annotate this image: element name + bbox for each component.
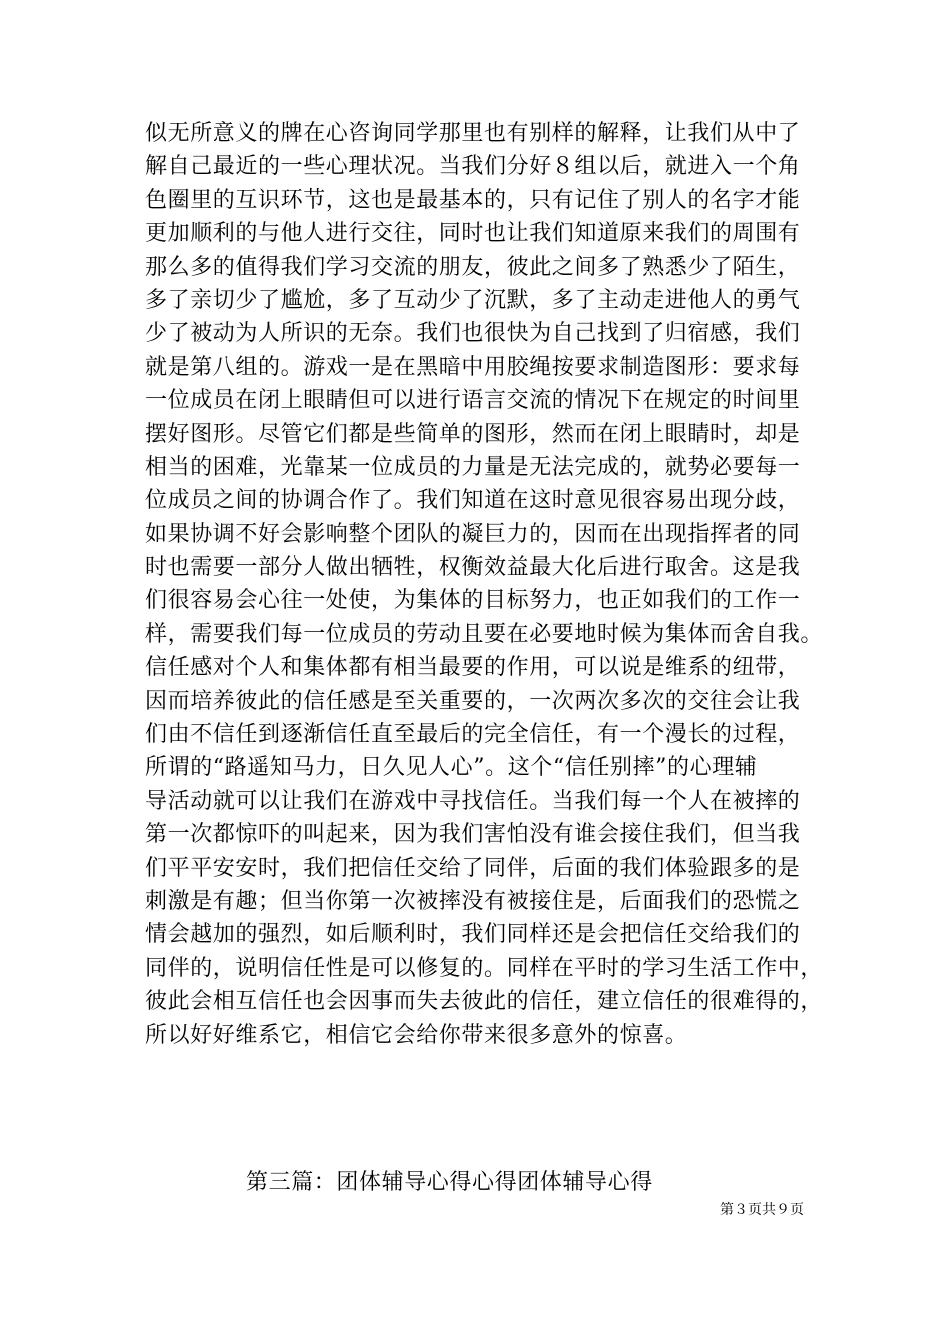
text-line: 似无所意义的牌在心咨询同学那里也有别样的解释，让我们从中了: [145, 121, 801, 146]
text-line: 多了亲切少了尴尬，多了互动少了沉默，多了主动走进他人的勇气: [145, 287, 801, 313]
text-line: 解自己最近的一些心理状况。当我们分好８组以后，就进入一个角: [145, 154, 801, 180]
text-line: 摆好图形。尽管它们都是些简单的图形，然而在闭上眼睛时，却是: [145, 421, 801, 447]
text-line: 色圈里的互识环节，这也是最基本的，只有记住了别人的名字才能: [145, 187, 801, 213]
text-line: 们很容易会心往一处使，为集体的目标努力，也正如我们的工作一: [145, 588, 801, 614]
text-line: 如果协调不好会影响整个团队的凝巨力的，因而在出现指挥者的同: [145, 521, 801, 547]
text-line: 同伴的，说明信任性是可以修复的。同样在平时的学习生活工作中，: [145, 955, 824, 981]
text-line: 时也需要一部分人做出牺牲，权衡效益最大化后进行取舍。这是我: [145, 555, 801, 581]
text-line: 信任感对个人和集体都有相当最要的作用，可以说是维系的纽带，: [145, 655, 801, 681]
text-line: 刺激是有趣；但当你第一次被摔没有被接住是，后面我们的恐慌之: [145, 888, 801, 914]
text-line: 们由不信任到逐渐信任直至最后的完全信任，有一个漫长的过程，: [145, 722, 801, 748]
text-line: 样，需要我们每一位成员的劳动且要在必要地时候为集体而舍自我。: [145, 621, 824, 647]
text-line: 彼此会相互信任也会因事而失去彼此的信任，建立信任的很难得的，: [145, 989, 824, 1015]
text-line: 所以好好维系它，相信它会给你带来很多意外的惊喜。: [145, 1022, 688, 1048]
text-line: 们平平安安时，我们把信任交给了同伴，后面的我们体验跟多的是: [145, 855, 801, 881]
body-paragraph: [145, 117, 835, 1052]
section-heading: 第三篇：团体辅导心得心得团体辅导心得: [246, 1170, 653, 1195]
text-line: 少了被动为人所识的无奈。我们也很快为自己找到了归宿感，我们: [145, 321, 801, 347]
text-line: 就是第八组的。游戏一是在黑暗中用胶绳按要求制造图形：要求每: [145, 354, 801, 380]
text-line: 相当的困难，光靠某一位成员的力量是无法完成的，就势必要每一: [145, 454, 801, 480]
text-line: 位成员之间的协调合作了。我们知道在这时意见很容易出现分歧，: [145, 488, 801, 514]
page-number: 第３页共９页: [720, 1202, 804, 1218]
text-line: 第一次都惊吓的叫起来，因为我们害怕没有谁会接住我们，但当我: [145, 822, 801, 848]
text-line: 那么多的值得我们学习交流的朋友，彼此之间多了熟悉少了陌生，: [145, 254, 801, 280]
text-line: 导活动就可以让我们在游戏中寻找信任。当我们每一个人在被摔的: [145, 788, 801, 814]
text-line: 更加顺利的与他人进行交往，同时也让我们知道原来我们的周围有: [145, 221, 801, 247]
text-line: 所谓的“路遥知马力，日久见人心”。这个“信任别摔”的心理辅: [145, 755, 758, 781]
text-line: 一位成员在闭上眼睛但可以进行语言交流的情况下在规定的时间里: [145, 388, 801, 414]
text-line: 情会越加的强烈，如后顺利时，我们同样还是会把信任交给我们的: [145, 922, 801, 948]
text-line: 因而培养彼此的信任感是至关重要的，一次两次多次的交往会让我: [145, 688, 801, 714]
